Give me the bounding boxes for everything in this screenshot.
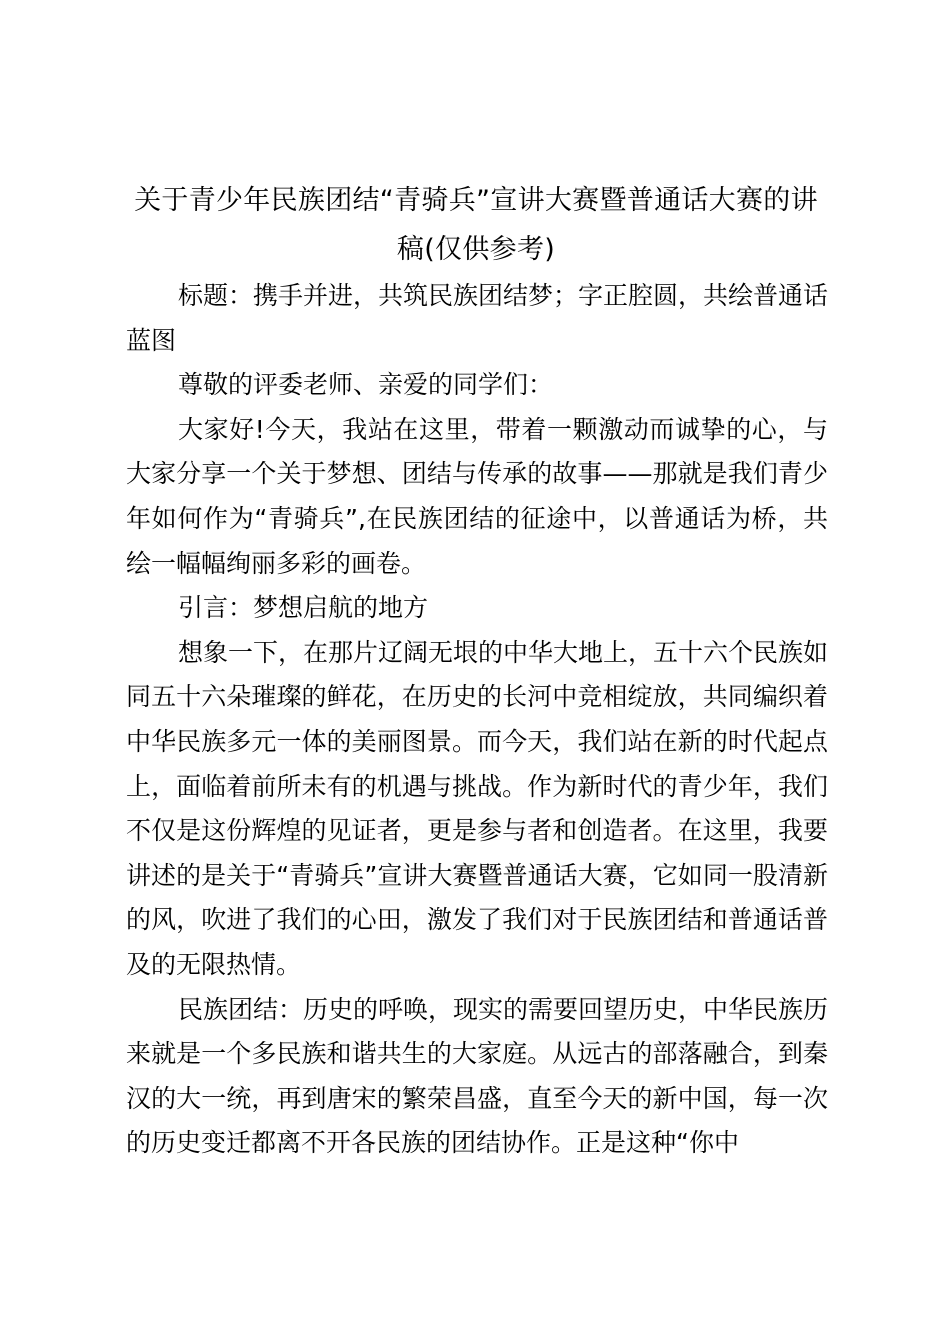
section-heading-introduction: 引言：梦想启航的地方 xyxy=(178,593,429,623)
document-title: 关于青少年民族团结“青骑兵”宣讲大赛暨普通话大赛的讲稿(仅供参考) xyxy=(134,185,818,265)
introduction-paragraph: 想象一下，在那片辽阔无垠的中华大地上，五十六个民族如同五十六朵璀璨的鲜花，在历史的长河中竞相绽放，共同编织着中华民族多元一体的美丽图景。而今天，我们站在新的时代起点上，面临着前所未有的机遇与挑战。作为新时代的青少年，我们不仅是这份辉煌的见证者，更是参与者和创造者。在这里，我要讲述的是关于“青骑兵”宣讲大赛暨普通话大赛，它如同一股清新的风，吹进了我们的心田，激发了我们对于民族团结和普通话普及的无限热情。 xyxy=(126,637,829,979)
salutation-paragraph: 尊敬的评委老师、亲爱的同学们： xyxy=(178,370,554,400)
national-unity-paragraph: 民族团结：历史的呼唤，现实的需要回望历史，中华民族历来就是一个多民族和谐共生的大家庭。从远古的部落融合，到秦汉的大一统，再到唐宋的繁荣昌盛，直至今天的新中国，每一次的历史变迁都离不开各民族的团结协作。正是这种“你中 xyxy=(126,994,829,1158)
opening-paragraph: 大家好!今天，我站在这里，带着一颗激动而诚挚的心，与大家分享一个关于梦想、团结与传承的故事——那就是我们青少年如何作为“青骑兵”,在民族团结的征途中，以普通话为桥，共绘一幅幅绚丽多彩的画卷。 xyxy=(126,414,828,578)
subtitle-paragraph: 标题：携手并进，共筑民族团结梦；字正腔圆，共绘普通话蓝图 xyxy=(126,281,829,355)
document-body xyxy=(126,274,828,1166)
